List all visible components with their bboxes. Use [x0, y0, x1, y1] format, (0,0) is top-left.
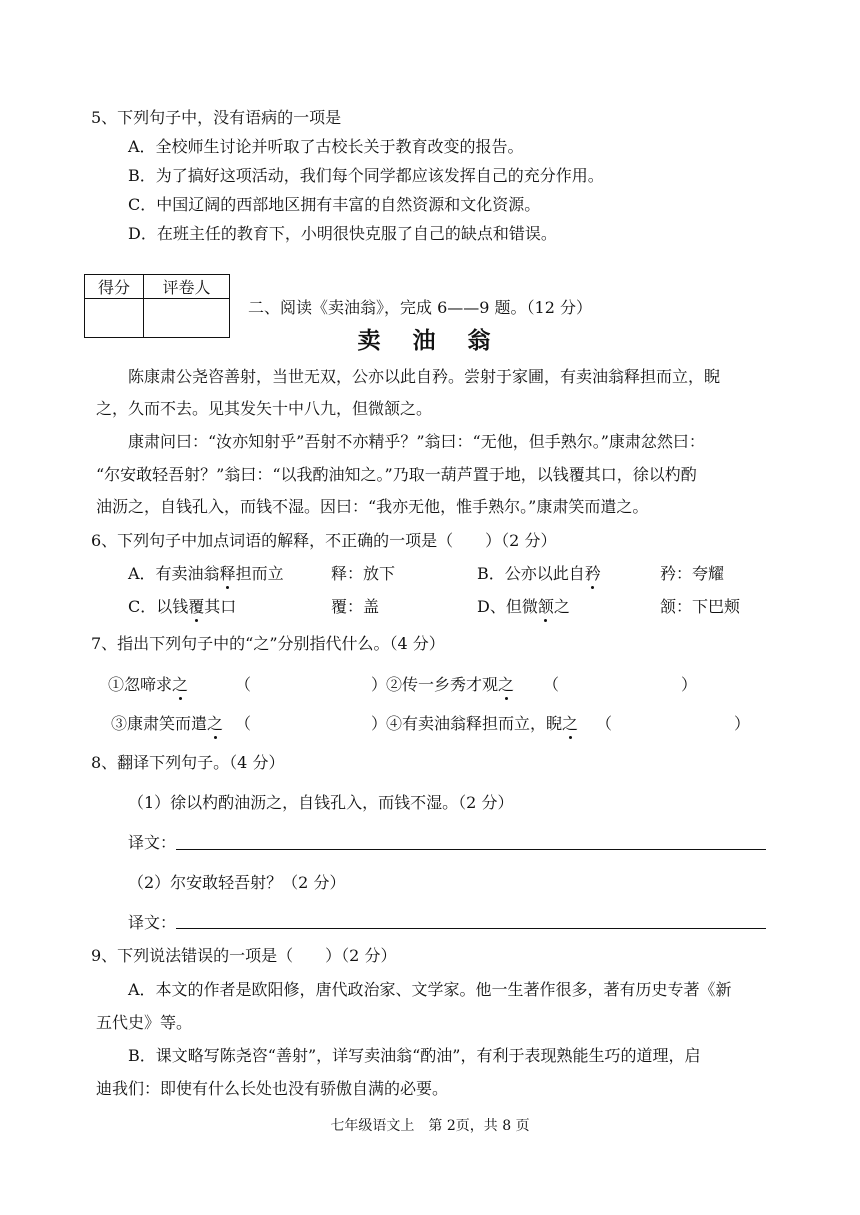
q7-item-3: ③康肃笑而遣之 — [111, 714, 224, 733]
q6-gloss-d: 颔：下巴颊 — [660, 597, 741, 616]
q8-stem: 8、翻译下列句子。（4 分） — [91, 753, 285, 772]
emphasis-dot: 覆 — [188, 597, 205, 616]
q9-option-a-line2: 五代史》等。 — [96, 1013, 193, 1032]
q5-option-d: D．在班主任的教育下，小明很快克服了自己的缺点和错误。 — [128, 224, 557, 243]
q7-blank-3-close: ） — [371, 714, 388, 733]
q5-option-b: B．为了搞好这项活动，我们每个同学都应该发挥自己的充分作用。 — [128, 166, 604, 185]
q9-option-a-line1: A．本文的作者是欧阳修，唐代政治家、文学家。他一生著作很多，著有历史专著《新 — [128, 980, 732, 999]
passage-p1-line2: 之，久而不去。见其发矢十中八九，但微颔之。 — [96, 399, 433, 418]
q8-answer-label-2: 译文： — [128, 913, 177, 932]
q9-stem: 9、下列说法错误的一项是（ ）（2 分） — [91, 946, 397, 965]
q7-stem: 7、指出下列句子中的“之”分别指代什么。（4 分） — [91, 634, 445, 653]
q7-blank-1-open: （ — [235, 675, 252, 694]
q5-stem: 5、下列句子中，没有语病的一项是 — [91, 108, 342, 127]
q6-gloss-a: 释：放下 — [331, 564, 396, 583]
page-footer: 七年级语文上 第 2页，共 8 页 — [330, 1118, 530, 1134]
emphasis-dot: 之 — [207, 714, 224, 733]
q6-gloss-b: 矜：夸耀 — [660, 564, 725, 583]
section2-heading: 二、阅读《卖油翁》，完成 6——9 题。（12 分） — [248, 298, 592, 317]
q7-item-1: ①忽啼求之 — [108, 675, 189, 694]
passage-title: 卖 油 翁 — [357, 328, 503, 354]
q9-option-b-line2: 迪我们：即使有什么长处也没有骄傲自满的必要。 — [96, 1079, 449, 1098]
q6-option-c: C．以钱覆其口 — [128, 597, 237, 616]
emphasis-dot: 之 — [172, 675, 189, 694]
q7-blank-2-open: （ — [543, 675, 560, 694]
passage-p1-line1: 陈康肃公尧咨善射，当世无双，公亦以此自矜。尝射于家圃，有卖油翁释担而立，睨 — [128, 367, 721, 386]
passage-p2-line3: 油沥之，自钱孔入，而钱不湿。因曰：“我亦无他，惟手熟尔。”康肃笑而遣之。 — [96, 497, 649, 516]
score-label: 得分 — [85, 275, 144, 299]
passage-p2-line1: 康肃问曰：“汝亦知射乎”吾射不亦精乎？”翁曰：“无他，但手熟尔。”康肃忿然曰： — [128, 432, 705, 451]
q6-option-d: D、但微颔之 — [477, 597, 570, 616]
q6-stem: 6、下列句子中加点词语的解释，不正确的一项是（ ）（2 分） — [91, 531, 557, 550]
emphasis-dot: 之 — [498, 675, 515, 694]
q8-answer-line-2[interactable] — [176, 928, 766, 929]
q9-option-b-line1: B．课文略写陈尧咨“善射”，详写卖油翁“酌油”，有利于表现熟能生巧的道理，启 — [128, 1046, 701, 1065]
emphasis-dot: 颔 — [537, 597, 554, 616]
q6-option-b: B．公亦以此自矜 — [477, 564, 601, 583]
q7-blank-3-open: （ — [235, 714, 252, 733]
q7-blank-4-close: ） — [734, 714, 751, 733]
q7-item-4: ④有卖油翁释担而立，睨之 — [386, 714, 579, 733]
q8-answer-line-1[interactable] — [176, 849, 766, 850]
emphasis-dot: 之 — [562, 714, 579, 733]
q7-blank-2-close: ） — [681, 675, 698, 694]
q7-blank-1-close: ） — [371, 675, 388, 694]
q8-sentence-1: （1）徐以杓酌油沥之，自钱孔入，而钱不湿。（2 分） — [128, 793, 514, 812]
emphasis-dot: 矜 — [584, 564, 601, 583]
q7-blank-4-open: （ — [596, 714, 613, 733]
passage-p2-line2: “尔安敢轻吾射？”翁曰：“以我酌油知之。”乃取一葫芦置于地，以钱覆其口，徐以杓酌 — [96, 465, 697, 484]
grader-label: 评卷人 — [144, 275, 230, 299]
q5-option-c: C．中国辽阔的西部地区拥有丰富的自然资源和文化资源。 — [128, 195, 541, 214]
q8-answer-label-1: 译文： — [128, 833, 177, 852]
q8-sentence-2: （2）尔安敢轻吾射？（2 分） — [128, 873, 346, 892]
q6-option-a: A．有卖油翁释担而立 — [128, 564, 284, 583]
q5-option-a: A．全校师生讨论并听取了古校长关于教育改变的报告。 — [128, 137, 524, 156]
q6-gloss-c: 覆：盖 — [331, 597, 380, 616]
emphasis-dot: 释 — [219, 564, 236, 583]
q7-item-2: ②传一乡秀才观之 — [386, 675, 515, 694]
